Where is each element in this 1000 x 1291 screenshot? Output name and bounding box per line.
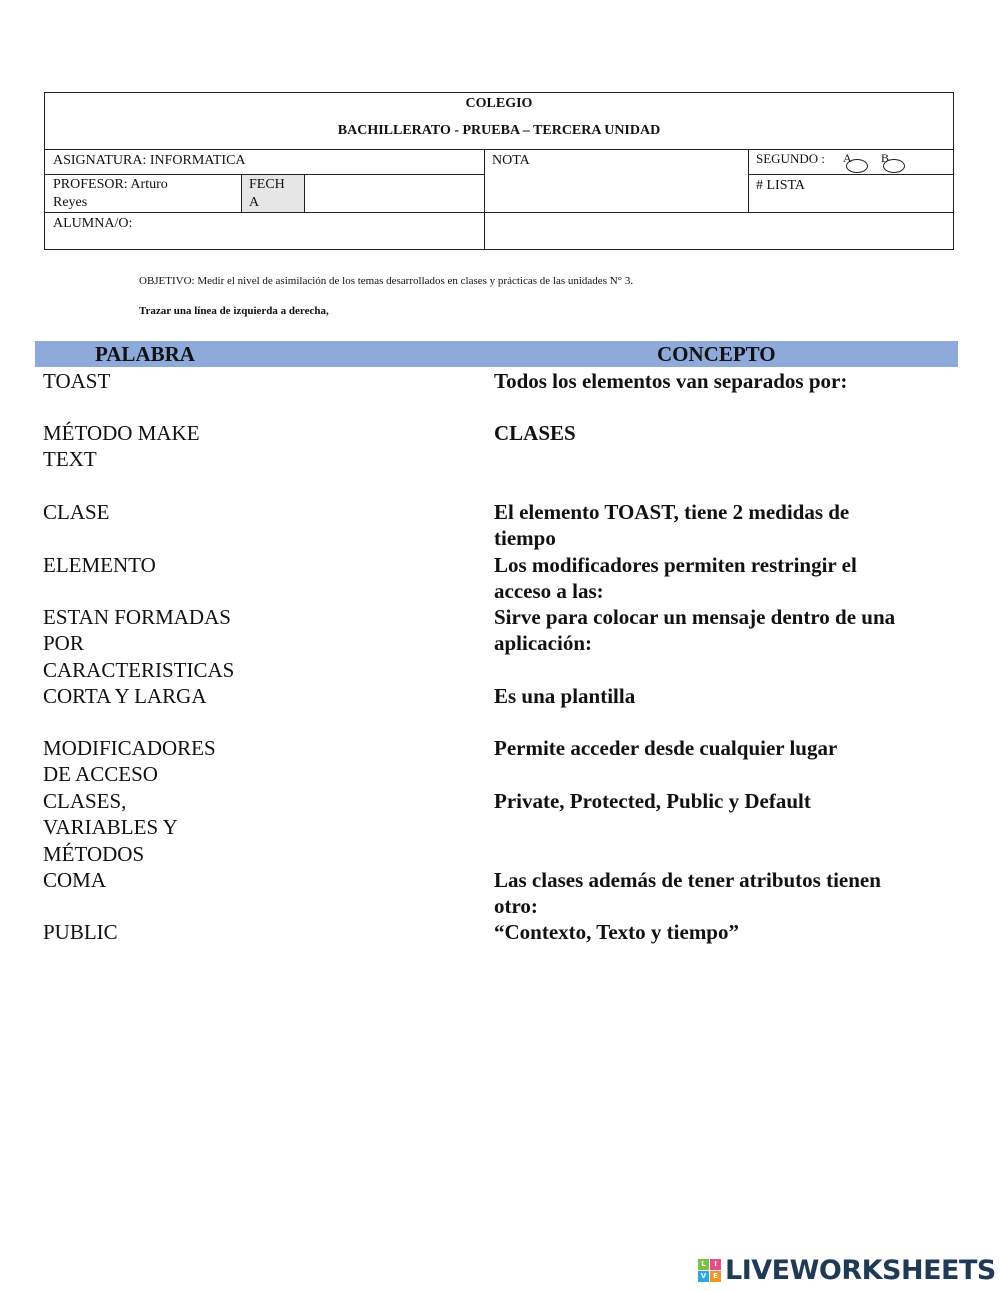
instruction-text: Trazar una línea de izquierda a derecha, bbox=[139, 305, 329, 317]
divider bbox=[748, 174, 953, 175]
concept-item[interactable]: Todos los elementos van separados por: bbox=[494, 369, 848, 393]
logo-block: I bbox=[710, 1259, 721, 1270]
column-header-bar bbox=[35, 341, 958, 367]
profesor-label-line1: PROFESOR: Arturo bbox=[53, 177, 168, 192]
paralelo-b-circle[interactable] bbox=[883, 159, 905, 173]
alumno-label: ALUMNA/O: bbox=[53, 216, 133, 231]
column-header-concepto: CONCEPTO bbox=[657, 342, 776, 366]
lista-label: # LISTA bbox=[756, 178, 806, 193]
concept-item[interactable]: “Contexto, Texto y tiempo” bbox=[494, 920, 739, 944]
divider bbox=[304, 174, 305, 212]
column-header-palabra: PALABRA bbox=[95, 342, 195, 366]
logo-block: L bbox=[698, 1259, 709, 1270]
asignatura-label: ASIGNATURA: INFORMATICA bbox=[53, 153, 246, 168]
logo-block: V bbox=[698, 1271, 709, 1282]
school-title: COLEGIO bbox=[465, 96, 533, 111]
concept-item[interactable]: Sirve para colocar un mensaje dentro de una aplicación: bbox=[494, 605, 896, 656]
concept-item[interactable]: Private, Protected, Public y Default bbox=[494, 789, 811, 813]
logo-text: LIVEWORKSHEETS bbox=[725, 1254, 996, 1286]
word-item[interactable]: CLASES, VARIABLES Y MÉTODOS bbox=[43, 789, 178, 866]
logo-blocks-icon bbox=[698, 1259, 721, 1282]
liveworksheets-logo bbox=[698, 1256, 996, 1284]
word-item[interactable]: MÉTODO MAKE TEXT bbox=[43, 421, 200, 472]
objective-text: OBJETIVO: Medir el nivel de asimilación de los temas desarrollados en clases y prácticas de las unidades N° 3. bbox=[139, 275, 634, 287]
concept-item[interactable]: Es una plantilla bbox=[494, 684, 636, 708]
word-item[interactable]: MODIFICADORES DE ACCESO bbox=[43, 736, 216, 787]
word-item[interactable]: CLASE bbox=[43, 500, 110, 524]
header-title-area bbox=[45, 93, 953, 149]
divider bbox=[484, 149, 485, 249]
logo-block: E bbox=[710, 1271, 721, 1282]
nota-label: NOTA bbox=[492, 153, 530, 168]
concept-item[interactable]: Los modificadores permiten restringir el acceso a las: bbox=[494, 553, 857, 604]
concept-item[interactable]: CLASES bbox=[494, 421, 576, 445]
word-item[interactable]: ELEMENTO bbox=[43, 553, 156, 577]
divider bbox=[45, 212, 953, 213]
concept-item[interactable]: Permite acceder desde cualquier lugar bbox=[494, 736, 838, 760]
fecha-label-line2: A bbox=[249, 195, 260, 210]
paralelo-a-label: A bbox=[843, 151, 852, 165]
word-item[interactable]: TOAST bbox=[43, 369, 111, 393]
word-item[interactable]: ESTAN FORMADAS POR CARACTERISTICAS bbox=[43, 605, 235, 682]
concept-item[interactable]: El elemento TOAST, tiene 2 medidas de tiempo bbox=[494, 500, 850, 551]
fecha-label-line1: FECH bbox=[249, 177, 285, 192]
profesor-label-line2: Reyes bbox=[53, 195, 88, 210]
segundo-label: SEGUNDO : bbox=[756, 151, 825, 166]
word-item[interactable]: CORTA Y LARGA bbox=[43, 684, 207, 708]
exam-title: BACHILLERATO - PRUEBA – TERCERA UNIDAD bbox=[337, 123, 661, 138]
header-table bbox=[44, 92, 954, 250]
concept-item[interactable]: Las clases además de tener atributos tienen otro: bbox=[494, 868, 881, 919]
paralelo-a-circle[interactable] bbox=[846, 159, 868, 173]
divider bbox=[748, 149, 749, 212]
word-item[interactable]: PUBLIC bbox=[43, 920, 118, 944]
paralelo-b-label: B bbox=[881, 151, 890, 165]
word-item[interactable]: COMA bbox=[43, 868, 107, 892]
divider bbox=[241, 174, 242, 212]
